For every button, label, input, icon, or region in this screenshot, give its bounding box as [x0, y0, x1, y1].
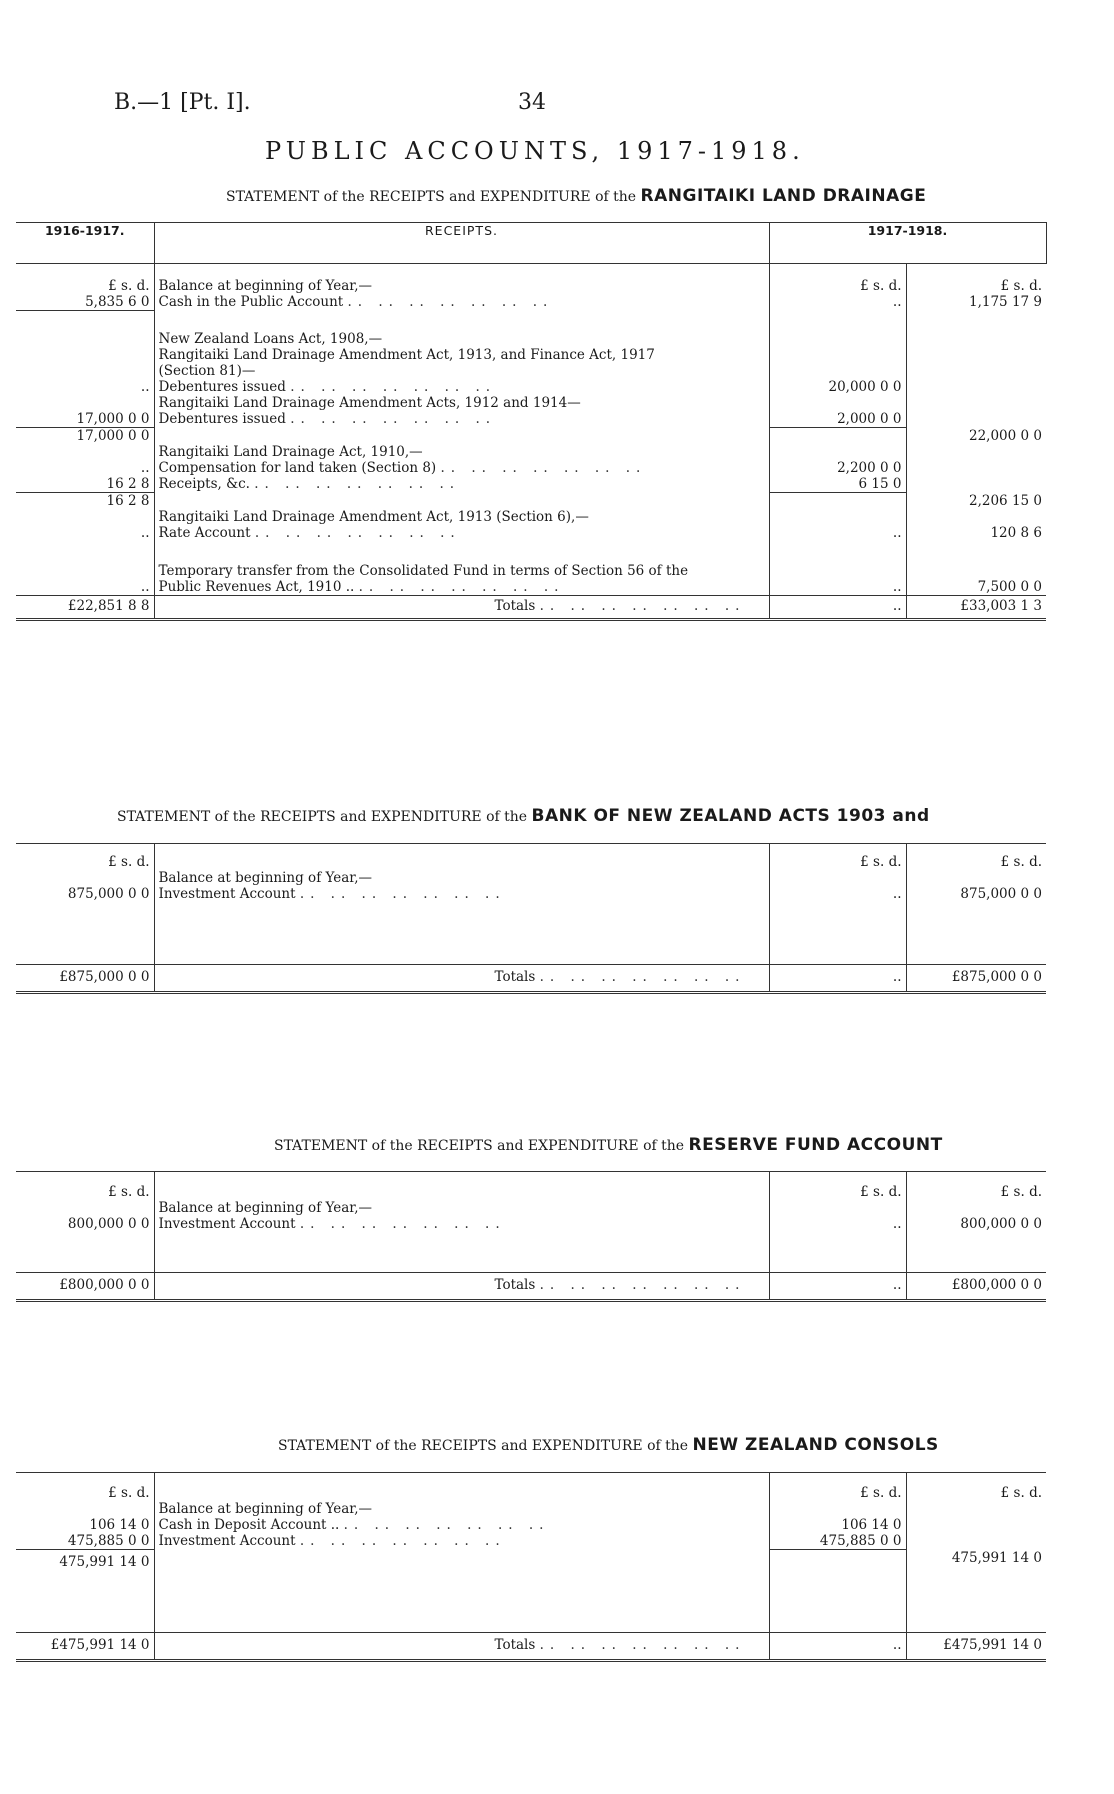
totals-mid: .. — [769, 965, 906, 993]
rangitaiki-receipts-table — [16, 222, 1047, 621]
rate-prev: .. — [16, 525, 154, 541]
statement-3-heading — [274, 1135, 943, 1155]
lsd-header-left: £ s. d. — [16, 264, 154, 295]
receipts-mid: 6 15 0 — [769, 476, 906, 493]
investment-prev: 875,000 0 0 — [16, 886, 154, 902]
temporary-transfer-label: Temporary transfer from the Consolidated Fund in terms of Section 56 of the — [154, 563, 769, 579]
investment-prev: 475,885 0 0 — [16, 1533, 154, 1550]
cash-right: 1,175 17 9 — [969, 294, 1042, 310]
totals-mid: .. — [769, 1273, 906, 1301]
amendment-acts-2-label: Rangitaiki Land Drainage Amendment Acts, 1912 and 1914— — [154, 395, 769, 411]
totals-label: Totals .. .. .. .. .. .. .. — [154, 1273, 769, 1301]
totals-prev: £800,000 0 0 — [16, 1273, 154, 1301]
rate-act-label: Rangitaiki Land Drainage Amendment Act, 1913 (Section 6),— — [154, 509, 769, 525]
balance-label: Balance at beginning of Year,— — [154, 1200, 769, 1216]
totals-right: £33,003 1 3 — [906, 596, 1046, 620]
temporary-transfer-mid: .. — [769, 579, 906, 596]
totals-label: Totals .. .. .. .. .. .. .. — [154, 965, 769, 993]
debentures-subtotal-prev: 17,000 0 0 — [16, 428, 154, 445]
loans-act-label: New Zealand Loans Act, 1908,— — [154, 331, 769, 347]
totals-prev: £22,851 8 8 — [16, 596, 154, 620]
debentures-1-mid: 20,000 0 0 — [769, 379, 906, 395]
debentures-1-prev: .. — [16, 379, 154, 395]
totals-mid: .. — [769, 1633, 906, 1661]
totals-label: Totals .. .. .. .. .. .. .. — [154, 596, 769, 620]
compensation-mid: 2,200 0 0 — [769, 460, 906, 476]
page-title: PUBLIC ACCOUNTS, 1917-1918. — [265, 137, 805, 165]
investment-mid: .. — [769, 886, 906, 902]
bank-of-nz-receipts-table: £ s. d. £ s. d. £ s. d. Balance at beginning of Year,— 875,000 0 0 Investment Account .. .. .. .. .. .. .. .. 875,000 0 0 £875,000 0 0 Totals .. .. .. .. .. .. .. .. £875,000 0 0 — [16, 843, 1046, 994]
rate-right: 120 8 6 — [990, 525, 1042, 541]
debentures-2-label: Debentures issued .. .. .. .. .. .. .. — [154, 411, 769, 428]
debentures-2-prev: 17,000 0 0 — [16, 411, 154, 428]
totals-right: £875,000 0 0 — [906, 965, 1046, 993]
balance-label: Balance at beginning of Year,— — [154, 264, 769, 295]
amendment-act-label: Rangitaiki Land Drainage Amendment Act, 1913, and Finance Act, 1917 — [154, 347, 769, 363]
nz-consols-receipts-table: £ s. d. £ s. d. £ s. d. Balance at beginning of Year,— 106 14 0 Cash in Deposit Account .. .. .. .. .. .. .. .. 106 14 0 475,885 0 0 Investment Account .. .. .. .. .. .. .. 475,885 0 0 475,991 14 0 475,991 14 0 £475,991 14 0 Totals .. .. .. .. .. .. .. .. £475,991 14 0 — [16, 1472, 1046, 1662]
investment-label: Investment Account .. .. .. .. .. .. .. — [154, 886, 769, 902]
temporary-transfer-right: 7,500 0 0 — [977, 579, 1042, 595]
debentures-1-label: Debentures issued .. .. .. .. .. .. .. — [154, 379, 769, 395]
statement-4-name: NEW ZEALAND CONSOLS — [692, 1435, 939, 1455]
col-header-1917: 1917-1918. — [769, 223, 1046, 264]
statement-2-heading — [117, 806, 930, 826]
deposit-prev: 106 14 0 — [16, 1517, 154, 1533]
subtotal-right: 475,991 14 0 — [951, 1549, 1042, 1566]
debentures-total: 22,000 0 0 — [969, 427, 1042, 444]
totals-mid: .. — [769, 596, 906, 620]
investment-right: 800,000 0 0 — [960, 1216, 1042, 1232]
statement-4-heading — [278, 1435, 939, 1455]
statement-2-prefix: STATEMENT of the RECEIPTS and EXPENDITURE of the — [117, 809, 528, 825]
rate-mid: .. — [769, 525, 906, 541]
cash-label: Cash in the Public Account .. .. .. .. .. .. .. — [154, 294, 769, 311]
balance-label: Balance at beginning of Year,— — [154, 870, 769, 886]
debentures-2-mid: 2,000 0 0 — [769, 411, 906, 428]
statement-1-heading — [226, 186, 926, 206]
temporary-transfer-prev: .. — [16, 579, 154, 596]
cash-prev: 5,835 6 0 — [16, 294, 154, 311]
investment-mid: .. — [769, 1216, 906, 1232]
document-reference: B.—1 [Pt. I]. — [114, 90, 251, 115]
lsd-header-right: £ s. d. — [1000, 278, 1042, 294]
investment-label: Investment Account .. .. .. .. .. .. .. — [154, 1216, 769, 1232]
investment-prev: 800,000 0 0 — [16, 1216, 154, 1232]
section-81-label: (Section 81)— — [154, 363, 769, 379]
investment-right: 875,000 0 0 — [960, 886, 1042, 902]
subtotal-prev: 475,991 14 0 — [16, 1550, 154, 1571]
compensation-prev: .. — [16, 460, 154, 476]
totals-prev: £875,000 0 0 — [16, 965, 154, 993]
act-1910-label: Rangitaiki Land Drainage Act, 1910,— — [154, 444, 769, 460]
statement-2-name: BANK OF NEW ZEALAND ACTS 1903 and — [531, 806, 930, 826]
statement-1-name: RANGITAIKI LAND DRAINAGE — [640, 186, 927, 206]
lsd-header-mid: £ s. d. — [769, 264, 906, 295]
receipts-prev: 16 2 8 — [16, 476, 154, 493]
statement-4-prefix: STATEMENT of the RECEIPTS and EXPENDITURE of the — [278, 1438, 689, 1454]
page-number: 34 — [518, 90, 546, 115]
reserve-fund-receipts-table: £ s. d. £ s. d. £ s. d. Balance at beginning of Year,— 800,000 0 0 Investment Account .. .. .. .. .. .. .. .. 800,000 0 0 £800,000 0 0 Totals .. .. .. .. .. .. .. .. £800,000 0 0 — [16, 1171, 1046, 1302]
col-header-1916: 1916-1917. — [16, 223, 154, 264]
balance-label: Balance at beginning of Year,— — [154, 1501, 769, 1517]
statement-1-prefix: STATEMENT of the RECEIPTS and EXPENDITURE of the — [226, 189, 637, 205]
deposit-mid: 106 14 0 — [769, 1517, 906, 1533]
act-total: 2,206 15 0 — [969, 492, 1042, 509]
totals-label: Totals .. .. .. .. .. .. .. — [154, 1633, 769, 1661]
deposit-label: Cash in Deposit Account .. .. .. .. .. .. .. .. — [154, 1517, 769, 1533]
totals-prev: £475,991 14 0 — [16, 1633, 154, 1661]
totals-right: £800,000 0 0 — [906, 1273, 1046, 1301]
investment-mid: 475,885 0 0 — [769, 1533, 906, 1550]
act-subtotal-prev: 16 2 8 — [16, 493, 154, 510]
cash-mid: .. — [769, 294, 906, 311]
rate-label: Rate Account .. .. .. .. .. .. .. — [154, 525, 769, 541]
statement-3-name: RESERVE FUND ACCOUNT — [688, 1135, 943, 1155]
temporary-transfer-label-2: Public Revenues Act, 1910 .. .. .. .. .. .. .. .. — [154, 579, 769, 596]
col-header-receipts: RECEIPTS. — [154, 223, 769, 264]
totals-right: £475,991 14 0 — [906, 1633, 1046, 1661]
statement-3-prefix: STATEMENT of the RECEIPTS and EXPENDITURE of the — [274, 1138, 685, 1154]
compensation-label: Compensation for land taken (Section 8) .. .. .. .. .. .. .. — [154, 460, 769, 476]
investment-label: Investment Account .. .. .. .. .. .. .. — [154, 1533, 769, 1550]
receipts-label: Receipts, &c. .. .. .. .. .. .. .. — [154, 476, 769, 493]
